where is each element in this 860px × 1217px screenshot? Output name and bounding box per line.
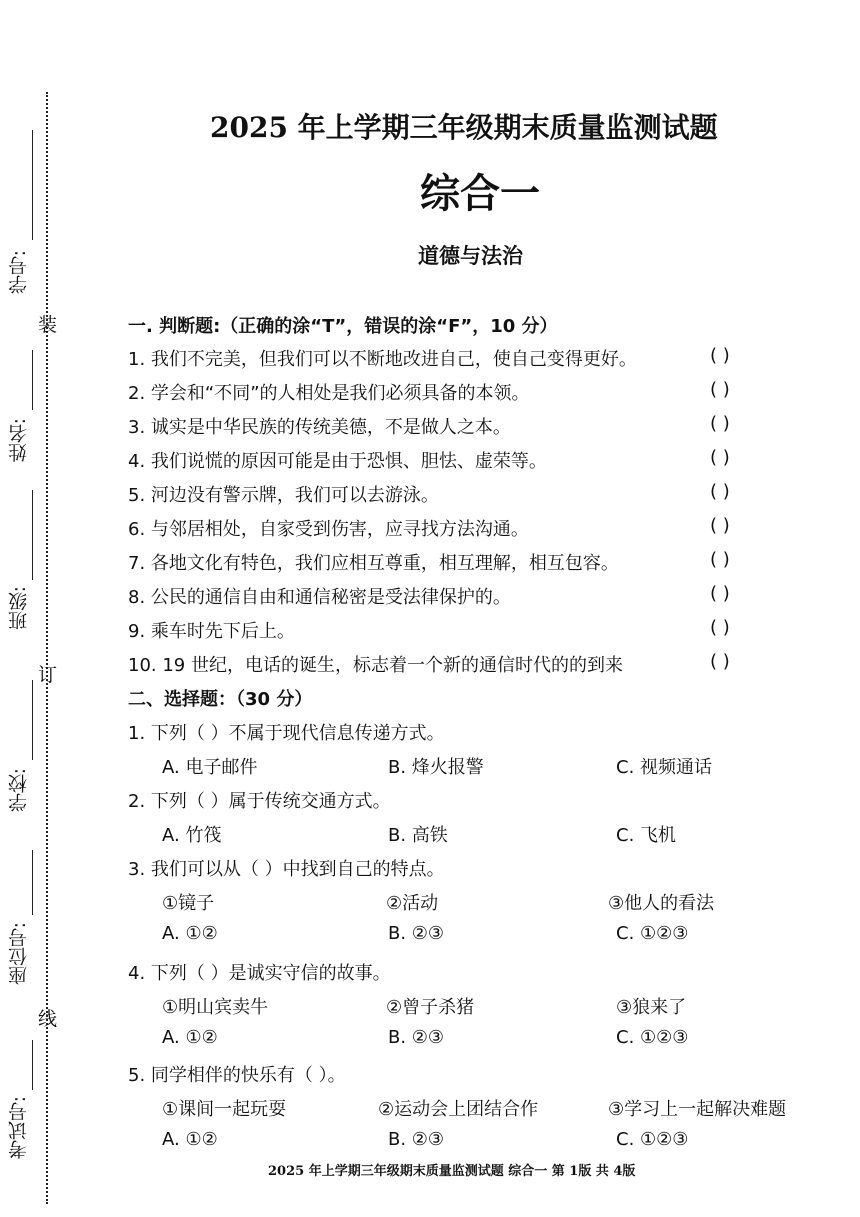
choice-item: ①明山宾卖牛 bbox=[162, 997, 269, 1018]
student-id-label: 学号: bbox=[8, 250, 30, 295]
judge-answer-blank[interactable]: ( ) bbox=[710, 481, 730, 502]
judge-answer-blank[interactable]: ( ) bbox=[710, 651, 730, 672]
judge-answer-blank[interactable]: ( ) bbox=[710, 345, 730, 366]
choice-question-stem: 4. 下列（ ）是诚实守信的故事。 bbox=[128, 963, 391, 984]
judge-item: 3. 诚实是中华民族的传统美德，不是做人之本。 bbox=[128, 417, 511, 438]
exam-subtitle: 综合一 bbox=[420, 170, 540, 217]
class-label: 班级: bbox=[8, 586, 30, 631]
binding-mark-zhuang: 装 bbox=[38, 314, 58, 336]
choice-option-b[interactable]: B. 高铁 bbox=[388, 825, 448, 846]
judge-item: 5. 河边没有警示牌，我们可以去游泳。 bbox=[128, 485, 439, 506]
choice-item: ③狼来了 bbox=[616, 997, 687, 1018]
choice-option-b[interactable]: B. 烽火报警 bbox=[388, 757, 484, 778]
judge-item: 10. 19 世纪，电话的诞生，标志着一个新的通信时代的的到来 bbox=[128, 655, 623, 676]
binding-dotted-line bbox=[46, 92, 48, 1204]
choice-item: ①课间一起玩耍 bbox=[162, 1099, 287, 1120]
student-id-underline bbox=[32, 130, 33, 240]
class-underline bbox=[32, 490, 33, 580]
choice-item: ③他人的看法 bbox=[608, 893, 715, 914]
judge-answer-blank[interactable]: ( ) bbox=[710, 447, 730, 468]
choice-section-heading: 二、选择题：（30 分） bbox=[128, 689, 313, 710]
choice-question-stem: 1. 下列（ ）不属于现代信息传递方式。 bbox=[128, 723, 445, 744]
choice-option-a[interactable]: A. ①② bbox=[162, 1027, 218, 1048]
choice-question-stem: 2. 下列（ ）属于传统交通方式。 bbox=[128, 791, 391, 812]
page-footer: 2025 年上学期三年级期末质量监测试题 综合一 第 1版 共 4版 bbox=[268, 1164, 636, 1179]
choice-option-a[interactable]: A. 竹筏 bbox=[162, 825, 222, 846]
seat-label: 座位号: bbox=[8, 922, 30, 986]
choice-item: ②运动会上团结合作 bbox=[378, 1099, 539, 1120]
judge-item: 2. 学会和“不同”的人相处是我们必须具备的本领。 bbox=[128, 383, 530, 404]
judge-answer-blank[interactable]: ( ) bbox=[710, 583, 730, 604]
seat-underline bbox=[32, 850, 33, 915]
judge-answer-blank[interactable]: ( ) bbox=[710, 515, 730, 536]
judge-section-heading: 一. 判断题:（正确的涂“T”，错误的涂“F”，10 分） bbox=[128, 316, 558, 337]
choice-question-stem: 3. 我们可以从（ ）中找到自己的特点。 bbox=[128, 859, 445, 880]
choice-option-c[interactable]: C. ①②③ bbox=[616, 1027, 689, 1048]
judge-item: 4. 我们说慌的原因可能是由于恐惧、胆怯、虚荣等。 bbox=[128, 451, 547, 472]
judge-answer-blank[interactable]: ( ) bbox=[710, 379, 730, 400]
choice-item: ②活动 bbox=[386, 893, 439, 914]
school-underline bbox=[32, 680, 33, 760]
name-label: 姓名: bbox=[8, 418, 30, 463]
exam-id-underline bbox=[32, 1040, 33, 1090]
judge-answer-blank[interactable]: ( ) bbox=[710, 549, 730, 570]
judge-answer-blank[interactable]: ( ) bbox=[710, 413, 730, 434]
choice-option-a[interactable]: A. ①② bbox=[162, 923, 218, 944]
judge-item: 1. 我们不完美，但我们可以不断地改进自己，使自己变得更好。 bbox=[128, 349, 637, 370]
name-underline bbox=[32, 350, 33, 410]
choice-option-b[interactable]: B. ②③ bbox=[388, 1027, 445, 1048]
judge-item: 7. 各地文化有特色，我们应相互尊重，相互理解，相互包容。 bbox=[128, 553, 619, 574]
choice-item: ②曾子杀猪 bbox=[386, 997, 475, 1018]
school-label: 学校: bbox=[8, 768, 30, 813]
choice-option-c[interactable]: C. ①②③ bbox=[616, 1129, 689, 1150]
choice-item: ①镜子 bbox=[162, 893, 215, 914]
judge-item: 8. 公民的通信自由和通信秘密是受法律保护的。 bbox=[128, 587, 511, 608]
subject-heading: 道德与法治 bbox=[418, 244, 523, 268]
judge-item: 6. 与邻居相处，自家受到伤害，应寻找方法沟通。 bbox=[128, 519, 529, 540]
choice-option-a[interactable]: A. ①② bbox=[162, 1129, 218, 1150]
binding-mark-xian: 线 bbox=[38, 1008, 58, 1030]
binding-mark-ding: 订 bbox=[38, 664, 58, 686]
choice-option-b[interactable]: B. ②③ bbox=[388, 923, 445, 944]
choice-option-b[interactable]: B. ②③ bbox=[388, 1129, 445, 1150]
choice-question-stem: 5. 同学相伴的快乐有（ ）。 bbox=[128, 1065, 346, 1086]
judge-item: 9. 乘车时先下后上。 bbox=[128, 621, 295, 642]
exam-title: 2025 年上学期三年级期末质量监测试题 bbox=[210, 111, 718, 144]
choice-option-a[interactable]: A. 电子邮件 bbox=[162, 757, 258, 778]
choice-option-c[interactable]: C. 飞机 bbox=[616, 825, 677, 846]
exam-id-label: 考试号: bbox=[8, 1096, 30, 1160]
choice-option-c[interactable]: C. 视频通话 bbox=[616, 757, 713, 778]
choice-option-c[interactable]: C. ①②③ bbox=[616, 923, 689, 944]
choice-item: ③学习上一起解决难题 bbox=[608, 1099, 787, 1120]
judge-answer-blank[interactable]: ( ) bbox=[710, 617, 730, 638]
